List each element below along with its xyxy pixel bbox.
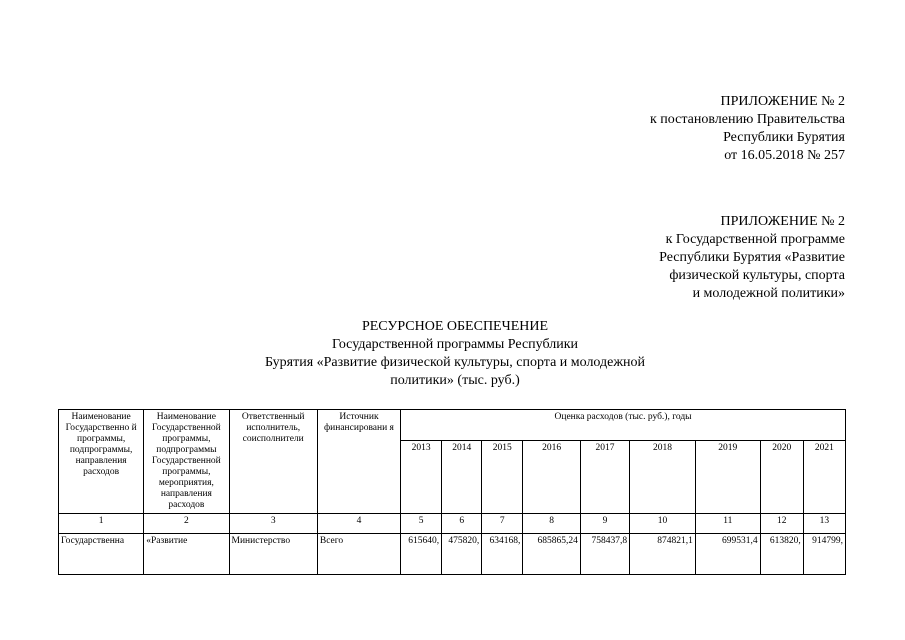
appendix-line: к Государственной программе [665, 232, 845, 247]
appendix-state-program [659, 213, 845, 303]
column-number: 13 [803, 514, 845, 534]
row-responsible: Министерство [229, 534, 317, 575]
row-value-cell: 634168, [482, 534, 523, 575]
row-value-cell: 699531,4 [695, 534, 760, 575]
year-cell: 2013 [401, 440, 442, 513]
row-funding-source: Всего [317, 534, 400, 575]
header-program-name: Наименование Государственно й программы, подпрограммы, направления расходов [59, 410, 144, 514]
table-row [59, 534, 846, 575]
column-number: 1 [59, 514, 144, 534]
header-responsible: Ответственный исполнитель, соисполнители [229, 410, 317, 514]
column-number: 3 [229, 514, 317, 534]
appendix-line: ПРИЛОЖЕНИЕ № 2 [720, 94, 845, 109]
resource-table [58, 409, 846, 575]
title-line: Бурятия «Развитие физической культуры, спорта и молодежной [264, 355, 646, 370]
header-event-name: Наименование Государственной программы, подпрограммы Государственной программы, мероприятия, направления расходов [144, 410, 229, 514]
year-cell: 2015 [482, 440, 523, 513]
column-number: 8 [523, 514, 581, 534]
header-funding-source: Источник финансировани я [317, 410, 400, 514]
row-value-cell: 685865,24 [523, 534, 581, 575]
appendix-government-decree [650, 93, 845, 165]
column-number: 11 [695, 514, 760, 534]
column-number: 4 [317, 514, 400, 534]
appendix-line: от 16.05.2018 № 257 [724, 148, 845, 163]
column-number: 5 [401, 514, 442, 534]
row-program-name: Государственна [59, 534, 144, 575]
column-number: 12 [760, 514, 803, 534]
table-header-row [59, 410, 846, 441]
title-line: Государственной программы Республики [331, 337, 579, 352]
appendix-line: к постановлению Правительства [649, 112, 845, 127]
column-number: 2 [144, 514, 229, 534]
row-value-cell: 475820, [442, 534, 482, 575]
column-number: 7 [482, 514, 523, 534]
row-value-cell: 874821,1 [630, 534, 696, 575]
document-title [205, 318, 705, 390]
row-event-name: «Развитие [144, 534, 229, 575]
year-cell: 2016 [523, 440, 581, 513]
title-line: РЕСУРСНОЕ ОБЕСПЕЧЕНИЕ [361, 319, 549, 334]
year-cell: 2019 [695, 440, 760, 513]
title-line: политики» (тыс. руб.) [390, 373, 520, 388]
year-cell: 2018 [630, 440, 696, 513]
appendix-line: Республики Бурятия [723, 130, 845, 145]
row-value-cell: 914799, [803, 534, 845, 575]
appendix-line: физической культуры, спорта [669, 268, 845, 283]
year-cell: 2014 [442, 440, 482, 513]
year-cell: 2021 [803, 440, 845, 513]
table-column-numbers-row [59, 514, 846, 534]
header-estimate: Оценка расходов (тыс. руб.), годы [401, 410, 846, 441]
row-value-cell: 758437,8 [580, 534, 629, 575]
appendix-line: и молодежной политики» [692, 286, 845, 301]
column-number: 9 [580, 514, 629, 534]
row-value-cell: 613820, [760, 534, 803, 575]
row-value-cell: 615640, [401, 534, 442, 575]
appendix-line: ПРИЛОЖЕНИЕ № 2 [720, 214, 845, 229]
year-cell: 2017 [580, 440, 629, 513]
appendix-line: Республики Бурятия «Развитие [659, 250, 845, 265]
column-number: 6 [442, 514, 482, 534]
column-number: 10 [630, 514, 696, 534]
year-cell: 2020 [760, 440, 803, 513]
